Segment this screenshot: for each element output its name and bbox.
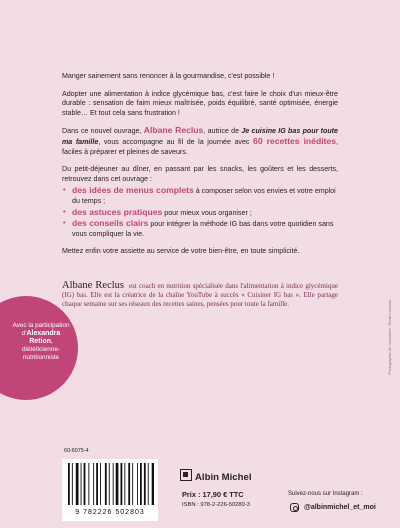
list-item: [62, 186, 338, 206]
list-item-text: à composer selon vos envies et votre emploi du temps ;: [72, 187, 336, 205]
collaborator-prefix: Avec la participation d': [12, 322, 70, 337]
product-code: 60-6075-4: [64, 448, 89, 454]
list-item-strong: des idées de menus complets: [72, 185, 194, 196]
price: Prix : 17,90 € TTC: [182, 490, 244, 499]
author-bio-text: est coach en nutrition spécialisée dans l'alimentation à indice glycémique (IG) bas. Elle est la créatrice de la chaîne YouTube à succès « Cuisiner IG bas ». Elle partage chaque semaine sur ses réseaux des recettes saines, pensées pour toute la famille.: [62, 282, 338, 309]
intro-paragraph: Adopter une alimentation à indice glycémique bas, c'est faire le choix d'un mieux-être durable : sensation de faim mieux maîtrisée, poids équilibré, santé optimisée, énergie stable… Et tout cela sans frustration !: [62, 89, 338, 117]
collaborator-name: Alexandra Retion: [26, 330, 61, 345]
list-item: [62, 208, 338, 219]
book-text-c: , vous accompagne au fil de la journée avec: [98, 137, 254, 146]
barcode: [62, 459, 158, 521]
collaborator-text: [10, 322, 72, 362]
book-text-d: , faciles à préparer et pleines de saveurs.: [62, 137, 338, 156]
barcode-number: 9 782226 502803: [75, 509, 145, 516]
publisher-logo: [180, 469, 252, 483]
list-item-text: pour mieux vous organiser ;: [162, 208, 252, 217]
isbn: ISBN : 978-2-226-50280-3: [182, 502, 250, 508]
list-item-text: pour intégrer la méthode IG bas dans votre quotidien sans vous compliquer la vie.: [72, 220, 334, 238]
instagram-label: Suivez-nous sur Instagram :: [288, 491, 363, 497]
list-item: [62, 219, 338, 239]
book-text-a: Dans ce nouvel ouvrage,: [62, 127, 144, 136]
book-paragraph: [62, 126, 338, 157]
previous-book-title: Je cuisine IG bas pour toute ma famille: [62, 127, 338, 146]
author-name: Albane Reclus: [62, 280, 124, 291]
publisher-name: Albin Michel: [195, 472, 252, 483]
contents-lead: Du petit-déjeuner au dîner, en passant par les snacks, les goûters et les desserts, retrouvez dans cet ouvrage :: [62, 165, 338, 183]
collaborator-circle: [0, 296, 78, 400]
closing-line: Mettez enfin votre assiette au service de votre bien-être, en toute simplicité.: [62, 247, 300, 256]
contents-list: [62, 186, 338, 239]
book-text-b: , autrice de: [203, 127, 242, 136]
instagram-icon: [290, 503, 299, 512]
intro-line: Manger sainement sans renoncer à la gourmandise, c'est possible !: [62, 72, 275, 80]
back-cover-text: [62, 72, 338, 265]
list-item-strong: des astuces pratiques: [72, 206, 163, 217]
list-item-strong: des conseils clairs: [72, 218, 149, 229]
collaborator-role: , diététicienne-nutritionniste: [21, 338, 60, 361]
publisher-mark-icon: [180, 469, 192, 481]
barcode-icon: [66, 463, 154, 507]
instagram-handle: @albinmichel_et_moi: [304, 504, 376, 511]
author-bio: [62, 281, 338, 310]
recipes-highlight: 60 recettes inédites: [253, 135, 337, 146]
author-highlight: Albane Reclus: [143, 125, 204, 136]
photo-credit: Photographie de couverture : Émilie Larsson: [388, 300, 392, 375]
